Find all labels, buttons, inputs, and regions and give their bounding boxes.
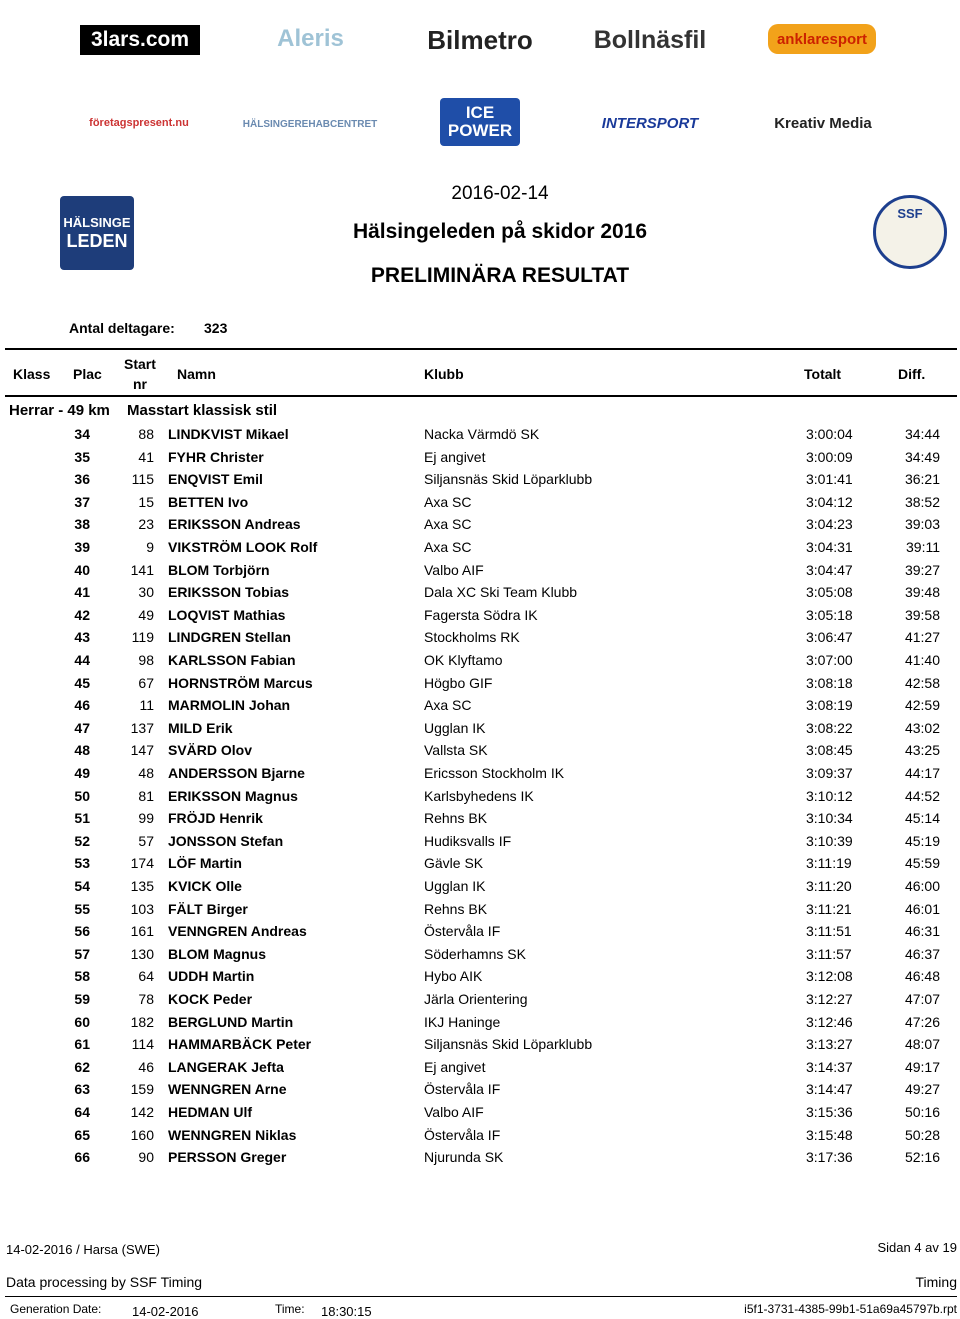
row-club: Ugglan IK	[424, 878, 486, 894]
row-diff: 45:59	[904, 855, 940, 872]
row-diff: 39:48	[904, 584, 940, 601]
footer-file: i5f1-3731-4385-99b1-51a69a45797b.rpt	[744, 1302, 957, 1316]
row-plac: 65	[74, 1126, 90, 1143]
row-start-nr: 67	[138, 674, 154, 691]
footer-timing: Timing	[915, 1274, 957, 1290]
row-plac: 56	[74, 923, 90, 940]
row-diff: 43:25	[904, 742, 940, 759]
table-row	[0, 765, 960, 787]
table-row	[0, 788, 960, 810]
row-club: Valbo AIF	[424, 1104, 484, 1120]
row-start-nr: 119	[131, 629, 154, 646]
sponsor-anklaresport-logo: anklaresport	[768, 24, 876, 54]
row-name: KVICK Olle	[168, 878, 242, 894]
table-row	[0, 516, 960, 538]
row-plac: 41	[74, 584, 90, 601]
row-name: FYHR Christer	[168, 448, 264, 465]
row-club: Siljansnäs Skid Löparklubb	[424, 1036, 593, 1053]
row-total: 3:08:45	[806, 742, 853, 759]
row-start-nr: 57	[138, 832, 154, 849]
row-diff: 44:52	[904, 787, 940, 804]
table-row	[0, 923, 960, 945]
row-plac: 50	[74, 787, 90, 804]
row-total: 3:12:46	[806, 1013, 853, 1030]
row-start-nr: 78	[138, 991, 154, 1007]
row-club: Östervåla IF	[424, 1081, 501, 1098]
row-total: 3:11:51	[806, 923, 852, 940]
row-start-nr: 64	[138, 968, 154, 985]
row-name: SVÄRD Olov	[168, 742, 253, 759]
row-club: Axa SC	[424, 539, 472, 555]
row-total: 3:11:57	[806, 945, 852, 962]
col-namn: Namn	[177, 366, 216, 382]
row-total: 3:11:19	[806, 855, 852, 872]
row-club: Ej angivet	[424, 1058, 486, 1075]
row-name: KOCK Peder	[168, 991, 253, 1007]
row-start-nr: 160	[130, 1126, 154, 1143]
table-row	[0, 1081, 960, 1103]
row-name: FRÖJD Henrik	[168, 810, 263, 827]
row-club: Gävle SK	[424, 855, 484, 872]
sponsor-intersport-logo: INTERSPORT	[601, 114, 699, 132]
row-start-nr: 137	[130, 719, 154, 736]
row-plac: 59	[74, 991, 90, 1007]
row-diff: 52:16	[904, 1149, 940, 1166]
row-club: Njurunda SK	[424, 1149, 504, 1166]
row-club: Karlsbyhedens IK	[424, 787, 534, 804]
row-diff: 34:49	[904, 448, 940, 465]
table-row	[0, 652, 960, 674]
row-total: 3:05:08	[806, 584, 853, 601]
row-plac: 39	[74, 539, 90, 555]
row-plac: 61	[74, 1036, 90, 1053]
row-diff: 39:03	[904, 516, 940, 533]
row-name: HORNSTRÖM Marcus	[168, 674, 313, 691]
table-row	[0, 946, 960, 968]
row-start-nr: 88	[138, 426, 154, 442]
footer-time: 18:30:15	[321, 1304, 372, 1319]
footer-time-label: Time:	[275, 1302, 305, 1316]
table-row	[0, 968, 960, 990]
row-diff: 39:11	[906, 539, 940, 555]
row-name: HEDMAN Ulf	[168, 1104, 252, 1120]
results-status: PRELIMINÄRA RESULTAT	[370, 264, 630, 287]
row-start-nr: 9	[146, 539, 154, 555]
row-name: KARLSSON Fabian	[168, 652, 296, 668]
col-diff: Diff.	[898, 366, 926, 382]
table-row	[0, 720, 960, 742]
row-club: Högbo GIF	[424, 674, 493, 691]
row-start-nr: 81	[138, 787, 154, 804]
row-total: 3:12:08	[806, 968, 853, 985]
row-diff: 44:17	[904, 765, 940, 781]
header-rule-top	[5, 348, 957, 350]
row-name: BLOM Torbjörn	[168, 561, 270, 578]
row-club: Vallsta SK	[424, 742, 488, 759]
row-start-nr: 90	[138, 1149, 154, 1166]
row-club: Östervåla IF	[424, 1126, 501, 1143]
row-total: 3:08:18	[806, 674, 853, 691]
table-row	[0, 901, 960, 923]
table-row	[0, 494, 960, 516]
row-start-nr: 99	[138, 810, 154, 827]
footer-date-place: 14-02-2016 / Harsa (SWE)	[6, 1242, 160, 1257]
row-club: Stockholms RK	[424, 629, 520, 646]
row-start-nr: 46	[138, 1058, 154, 1075]
row-plac: 46	[74, 697, 90, 714]
row-club: Hybo AIK	[424, 968, 483, 985]
row-diff: 45:14	[904, 810, 940, 827]
row-club: Nacka Värmdö SK	[424, 426, 540, 442]
row-diff: 45:19	[904, 832, 940, 849]
col-start: Start	[124, 356, 156, 372]
table-row	[0, 471, 960, 493]
table-row	[0, 1149, 960, 1171]
row-plac: 45	[74, 674, 90, 691]
row-name: HAMMARBÄCK Peter	[168, 1036, 312, 1053]
row-start-nr: 15	[138, 493, 154, 510]
row-name: FÄLT Birger	[168, 900, 248, 917]
row-name: ERIKSSON Andreas	[168, 516, 301, 533]
row-diff: 46:37	[904, 945, 940, 962]
row-start-nr: 41	[138, 448, 154, 465]
class-title: Herrar - 49 km	[9, 402, 110, 419]
row-diff: 46:31	[904, 923, 940, 940]
sponsor-halsingerehab-logo: HÄLSINGEREHABCENTRET	[242, 118, 378, 130]
table-row	[0, 810, 960, 832]
row-start-nr: 114	[131, 1036, 154, 1053]
row-plac: 35	[74, 448, 90, 465]
row-diff: 50:16	[904, 1104, 940, 1120]
table-row	[0, 584, 960, 606]
row-club: Siljansnäs Skid Löparklubb	[424, 471, 593, 488]
row-total: 3:00:04	[806, 426, 853, 442]
row-start-nr: 174	[130, 855, 154, 872]
row-start-nr: 103	[130, 900, 154, 917]
row-name: MARMOLIN Johan	[168, 697, 291, 714]
row-name: ENQVIST Emil	[168, 471, 263, 488]
row-name: ERIKSSON Magnus	[168, 787, 298, 804]
table-row	[0, 1014, 960, 1036]
row-name: ERIKSSON Tobias	[168, 584, 290, 601]
table-row	[0, 629, 960, 651]
row-diff: 48:07	[904, 1036, 940, 1053]
sponsor-kreativ-logo: Kreativ Media	[774, 114, 872, 132]
row-start-nr: 147	[130, 742, 154, 759]
row-total: 3:12:27	[806, 991, 853, 1007]
row-name: WENNGREN Niklas	[168, 1126, 297, 1143]
row-total: 3:13:27	[806, 1036, 853, 1053]
footer-page-number: Sidan 4 av 19	[877, 1240, 957, 1255]
col-klass: Klass	[13, 366, 51, 382]
row-club: Östervåla IF	[424, 923, 501, 940]
row-name: LÖF Martin	[168, 855, 242, 872]
table-row	[0, 539, 960, 561]
row-diff: 34:44	[904, 426, 940, 442]
row-diff: 49:17	[904, 1058, 940, 1075]
row-club: Järla Orientering	[424, 991, 528, 1007]
row-club: Rehns BK	[424, 900, 488, 917]
col-plac: Plac	[73, 366, 102, 382]
row-name: UDDH Martin	[168, 968, 255, 985]
row-plac: 55	[74, 900, 90, 917]
row-plac: 51	[74, 810, 90, 827]
row-name: BETTEN Ivo	[168, 493, 249, 510]
row-plac: 64	[74, 1104, 90, 1120]
race-title: Hälsingeleden på skidor 2016	[352, 220, 648, 243]
row-start-nr: 159	[130, 1081, 154, 1098]
row-diff: 43:02	[904, 719, 940, 736]
row-total: 3:11:21	[806, 900, 852, 917]
row-start-nr: 141	[130, 561, 154, 578]
row-plac: 57	[74, 945, 90, 962]
col-nr: nr	[133, 376, 147, 392]
row-name: LANGERAK Jefta	[168, 1058, 284, 1075]
row-plac: 66	[74, 1149, 90, 1166]
row-diff: 38:52	[904, 493, 940, 510]
class-style: Masstart klassisk stil	[127, 402, 278, 419]
row-total: 3:14:37	[806, 1058, 853, 1075]
row-start-nr: 130	[130, 945, 154, 962]
table-row	[0, 833, 960, 855]
sponsor-bollnasfil-logo: Bollnäsfil	[593, 25, 707, 54]
row-total: 3:04:12	[806, 493, 853, 510]
row-diff: 39:27	[904, 561, 940, 578]
header-rule-bottom	[5, 395, 957, 397]
row-name: VENNGREN Andreas	[168, 923, 307, 940]
row-plac: 34	[74, 426, 90, 442]
row-plac: 49	[74, 765, 90, 781]
row-club: Axa SC	[424, 493, 472, 510]
row-diff: 46:01	[904, 900, 940, 917]
row-total: 3:08:19	[806, 697, 853, 714]
table-row	[0, 675, 960, 697]
row-plac: 58	[74, 968, 90, 985]
row-club: Ericsson Stockholm IK	[424, 765, 565, 781]
row-start-nr: 142	[130, 1104, 154, 1120]
row-plac: 42	[74, 606, 90, 623]
row-club: Axa SC	[424, 516, 472, 533]
row-plac: 47	[74, 719, 90, 736]
table-row	[0, 1104, 960, 1126]
row-total: 3:14:47	[806, 1081, 853, 1098]
logo-line-1: HÄLSINGE	[63, 214, 131, 230]
table-row	[0, 1059, 960, 1081]
row-plac: 38	[74, 516, 90, 533]
row-name: LINDGREN Stellan	[168, 629, 291, 646]
table-row	[0, 449, 960, 471]
row-name: VIKSTRÖM LOOK Rolf	[168, 539, 318, 555]
row-total: 3:04:47	[806, 561, 853, 578]
table-row	[0, 1036, 960, 1058]
row-club: OK Klyftamo	[424, 652, 503, 668]
row-diff: 49:27	[904, 1081, 940, 1098]
row-total: 3:15:36	[806, 1104, 853, 1120]
row-total: 3:01:41	[806, 471, 853, 488]
table-row	[0, 562, 960, 584]
row-diff: 47:07	[904, 991, 940, 1007]
row-total: 3:09:37	[806, 765, 853, 781]
row-diff: 36:21	[904, 471, 940, 488]
row-plac: 53	[74, 855, 90, 872]
footer-processing: Data processing by SSF Timing	[6, 1274, 203, 1290]
row-club: Rehns BK	[424, 810, 488, 827]
logo-line-2: LEDEN	[66, 230, 128, 251]
row-plac: 54	[74, 878, 90, 894]
participants-label: Antal deltagare:	[69, 320, 175, 336]
row-name: WENNGREN Arne	[168, 1081, 287, 1098]
row-name: LOQVIST Mathias	[168, 606, 286, 623]
row-diff: 42:58	[904, 674, 940, 691]
table-row	[0, 855, 960, 877]
row-start-nr: 49	[138, 606, 154, 623]
row-name: ANDERSSON Bjarne	[168, 765, 305, 781]
row-start-nr: 161	[130, 923, 154, 940]
row-total: 3:10:12	[806, 787, 853, 804]
row-plac: 52	[74, 832, 90, 849]
row-club: Valbo AIF	[424, 561, 484, 578]
row-diff: 50:28	[904, 1126, 940, 1143]
row-diff: 46:48	[904, 968, 940, 985]
row-start-nr: 11	[139, 697, 154, 714]
row-diff: 42:59	[904, 697, 940, 714]
row-name: MILD Erik	[168, 719, 233, 736]
table-row	[0, 607, 960, 629]
race-date: 2016-02-14	[451, 183, 549, 204]
row-plac: 63	[74, 1081, 90, 1098]
row-total: 3:10:34	[806, 810, 853, 827]
sponsor-bilmetro-logo: Bilmetro	[427, 24, 533, 55]
table-row	[0, 426, 960, 448]
row-total: 3:06:47	[806, 629, 853, 646]
table-row	[0, 991, 960, 1013]
footer-gen-date: 14-02-2016	[132, 1304, 199, 1319]
row-plac: 48	[74, 742, 90, 759]
row-total: 3:10:39	[806, 832, 853, 849]
row-start-nr: 135	[130, 878, 154, 894]
col-klubb: Klubb	[424, 366, 464, 382]
row-plac: 40	[74, 561, 90, 578]
footer-gen-label: Generation Date:	[10, 1302, 102, 1316]
col-totalt: Totalt	[804, 366, 842, 382]
row-total: 3:17:36	[806, 1149, 853, 1166]
row-total: 3:15:48	[806, 1126, 853, 1143]
row-diff: 39:58	[904, 606, 940, 623]
row-diff: 41:40	[904, 652, 940, 668]
row-total: 3:00:09	[806, 448, 853, 465]
row-diff: 41:27	[904, 629, 940, 646]
row-plac: 44	[74, 652, 90, 668]
ssf-logo-text: SSF	[897, 206, 923, 221]
row-name: BERGLUND Martin	[168, 1013, 294, 1030]
row-club: Hudiksvalls IF	[424, 832, 512, 849]
footer-rule	[5, 1296, 957, 1297]
row-club: Axa SC	[424, 697, 472, 714]
row-club: Söderhamns SK	[424, 945, 526, 962]
row-diff: 46:00	[904, 878, 940, 894]
row-total: 3:07:00	[806, 652, 853, 668]
row-plac: 37	[74, 493, 90, 510]
row-total: 3:08:22	[806, 719, 853, 736]
table-row	[0, 878, 960, 900]
row-start-nr: 182	[130, 1013, 154, 1030]
row-total: 3:04:31	[806, 539, 853, 555]
row-total: 3:04:23	[806, 516, 853, 533]
row-plac: 43	[74, 629, 90, 646]
row-total: 3:11:20	[806, 878, 852, 894]
table-row	[0, 742, 960, 764]
sponsor-aleris-logo: Aleris	[277, 25, 344, 52]
sponsor-3lars-logo: 3lars.com	[80, 25, 200, 55]
sponsor-icepower-logo: ICE POWER	[440, 98, 520, 146]
row-plac: 36	[74, 471, 90, 488]
row-club: Ugglan IK	[424, 719, 486, 736]
row-start-nr: 30	[138, 584, 154, 601]
row-plac: 60	[74, 1013, 90, 1030]
row-name: LINDKVIST Mikael	[168, 426, 289, 442]
row-start-nr: 98	[138, 652, 154, 668]
row-start-nr: 115	[131, 471, 154, 488]
row-diff: 47:26	[904, 1013, 940, 1030]
row-start-nr: 23	[138, 516, 154, 533]
row-name: JONSSON Stefan	[168, 832, 284, 849]
sponsor-foretagspresent-logo: företagspresent.nu	[89, 117, 189, 129]
table-row	[0, 1127, 960, 1149]
row-name: PERSSON Greger	[168, 1149, 287, 1166]
row-club: Fagersta Södra IK	[424, 606, 538, 623]
row-name: BLOM Magnus	[168, 945, 266, 962]
row-club: Ej angivet	[424, 448, 486, 465]
table-row	[0, 697, 960, 719]
row-start-nr: 48	[138, 765, 154, 781]
participants-count: 323	[204, 320, 228, 336]
row-club: Dala XC Ski Team Klubb	[424, 584, 578, 601]
row-plac: 62	[74, 1058, 90, 1075]
row-total: 3:05:18	[806, 606, 853, 623]
row-club: IKJ Haninge	[424, 1013, 501, 1030]
